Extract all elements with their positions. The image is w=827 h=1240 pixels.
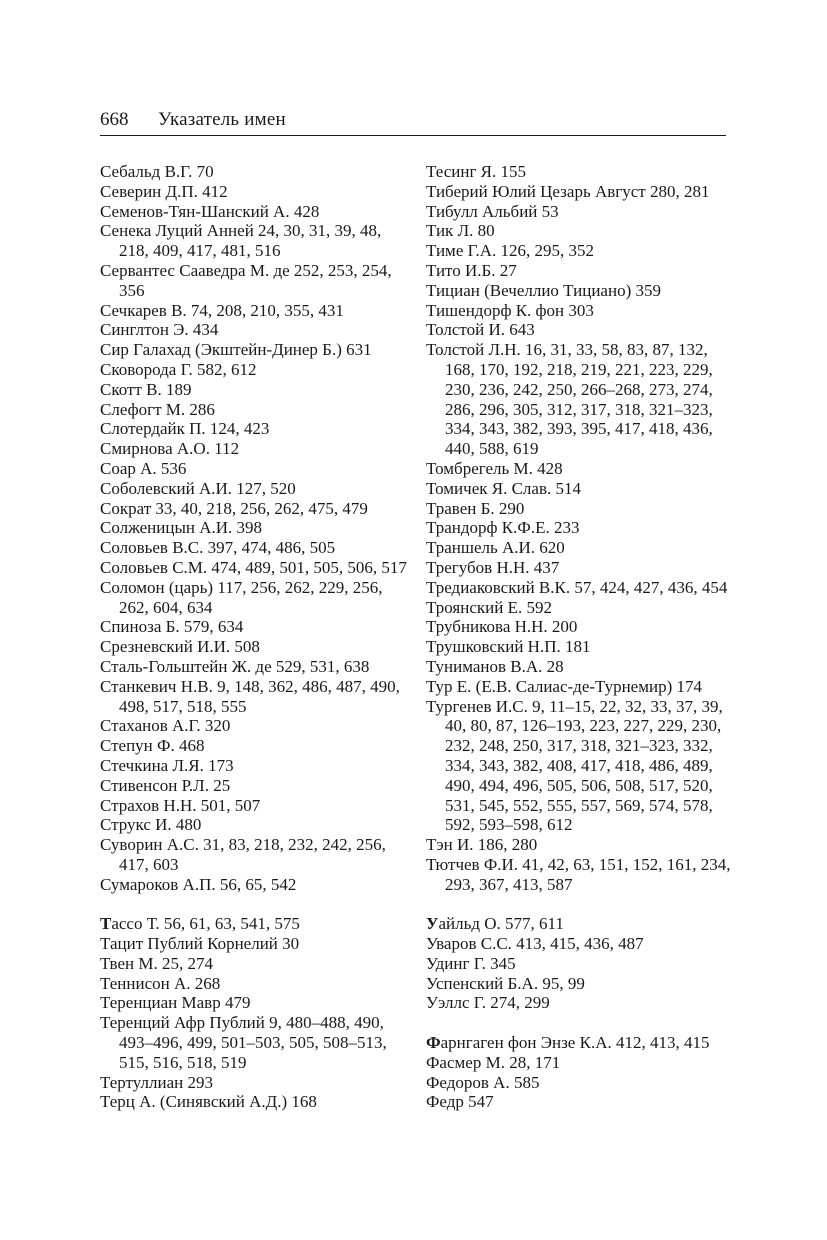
index-entry: Трандорф К.Ф.Е. 233: [426, 518, 580, 538]
index-entry: Скотт В. 189: [100, 379, 192, 399]
index-entry: Уваров С.С. 413, 415, 436, 487: [426, 934, 644, 954]
index-entry: Сократ 33, 40, 218, 256, 262, 475, 479: [100, 498, 368, 518]
index-entry: Тэн И. 186, 280: [426, 835, 538, 855]
index-group-f: [426, 1033, 731, 1112]
index-column-left: [100, 162, 415, 1112]
index-entry: Сумароков А.П. 56, 65, 542: [100, 874, 297, 894]
index-entry: Стивенсон Р.Л. 25: [100, 775, 231, 795]
group-spacer: [426, 894, 731, 914]
index-entry: Сечкарев В. 74, 208, 210, 355, 431: [100, 300, 344, 320]
index-entry: Суворин А.С. 31, 83, 218, 232, 242, 256, 417, 603: [100, 835, 386, 874]
index-entry: Срезневский И.И. 508: [100, 637, 260, 657]
entry-text: арнгаген фон Энзе К.А. 412, 413, 415: [440, 1033, 710, 1053]
index-group-t-continued: [426, 162, 731, 894]
index-entry: Спиноза Б. 579, 634: [100, 617, 244, 637]
group-spacer: [426, 1013, 731, 1033]
index-entry: Страхов Н.Н. 501, 507: [100, 795, 261, 815]
index-entry: Тибулл Альбий 53: [426, 201, 559, 221]
index-entry: Толстой Л.Н. 16, 31, 33, 58, 83, 87, 132, 168, 170, 192, 218, 219, 221, 223, 229, 230, 236, 242, 250, 266–268, 273, 274, 286, 296, 305, 312, 317, 318, 321–323, 334, 343, 382, 393, 395, 417, 418, 436, 440, 588, 619: [426, 340, 713, 459]
entry-text: ассо Т. 56, 61, 63, 541, 575: [111, 914, 300, 934]
index-entry: [426, 914, 731, 934]
index-entry: Троянский Е. 592: [426, 597, 552, 617]
index-entry: Терц А. (Синявский А.Д.) 168: [100, 1092, 317, 1112]
index-entry: Тесинг Я. 155: [426, 162, 527, 181]
index-entry: Туниманов В.А. 28: [426, 656, 564, 676]
index-entry: Трубникова Н.Н. 200: [426, 617, 578, 637]
index-group-s: [100, 162, 415, 894]
index-entry: Солженицын А.И. 398: [100, 518, 263, 538]
letter-initial: У: [426, 914, 439, 934]
index-entry: Федоров А. 585: [426, 1072, 540, 1092]
index-entry: Тициан (Вечеллио Тициано) 359: [426, 280, 661, 300]
index-group-u: [426, 914, 731, 1013]
index-entry: Слефогт М. 286: [100, 399, 215, 419]
index-entry: Слотердайк П. 124, 423: [100, 419, 270, 439]
index-entry: Тертуллиан 293: [100, 1072, 213, 1092]
running-title: Указатель имен: [158, 109, 286, 130]
index-entry: Струкс И. 480: [100, 815, 202, 835]
index-entry: Смирнова А.О. 112: [100, 439, 240, 459]
index-entry: Стаханов А.Г. 320: [100, 716, 231, 736]
index-entry: Теренций Афр Публий 9, 480–488, 490, 493–496, 499, 501–503, 505, 508–513, 515, 516, 518, 519: [100, 1013, 387, 1072]
index-entry: Тишендорф К. фон 303: [426, 300, 594, 320]
index-entry: [100, 914, 415, 934]
index-entry: Трушковский Н.П. 181: [426, 637, 591, 657]
index-entry: Фасмер М. 28, 171: [426, 1052, 561, 1072]
letter-initial: Ф: [426, 1033, 441, 1053]
index-entry: Тито И.Б. 27: [426, 260, 517, 280]
index-entry: Тютчев Ф.И. 41, 42, 63, 151, 152, 161, 234, 293, 367, 413, 587: [426, 854, 731, 894]
index-entry: Северин Д.П. 412: [100, 181, 228, 201]
header-rule: [100, 135, 726, 136]
index-column-right: [426, 162, 731, 1112]
index-entry: Траншель А.И. 620: [426, 538, 565, 558]
index-entry: Сталь-Гольштейн Ж. де 529, 531, 638: [100, 656, 370, 676]
index-entry: Томичек Я. Слав. 514: [426, 478, 581, 498]
index-entry: [426, 1033, 731, 1053]
index-entry: Станкевич Н.В. 9, 148, 362, 486, 487, 490, 498, 517, 518, 555: [100, 676, 400, 716]
index-entry: Тиберий Юлий Цезарь Август 280, 281: [426, 181, 710, 201]
index-entry: Сковорода Г. 582, 612: [100, 359, 257, 379]
index-entry: Тиме Г.А. 126, 295, 352: [426, 241, 595, 261]
index-entry: Стечкина Л.Я. 173: [100, 755, 234, 775]
index-entry: Тик Л. 80: [426, 221, 495, 241]
index-entry: Твен М. 25, 274: [100, 953, 213, 973]
group-spacer: [100, 894, 415, 914]
index-entry: Федр 547: [426, 1092, 494, 1112]
index-entry: Сервантес Сааведра М. де 252, 253, 254, 356: [100, 260, 392, 300]
index-entry: Степун Ф. 468: [100, 736, 205, 756]
index-entry: Тургенев И.С. 9, 11–15, 22, 32, 33, 37, 39, 40, 80, 87, 126–193, 223, 227, 229, 230, 232, 248, 250, 317, 318, 321–323, 332, 334, 343, 382, 408, 417, 418, 486, 489, 490, 494, 496, 505, 506, 508, 517, 520, 531, 545, 552, 555, 557, 569, 574, 578, 592, 593–598, 612: [426, 696, 723, 835]
index-entry: Тур Е. (Е.В. Салиас-де-Турнемир) 174: [426, 676, 702, 696]
index-entry: Себальд В.Г. 70: [100, 162, 214, 181]
index-entry: Трегубов Н.Н. 437: [426, 557, 560, 577]
index-entry: Сир Галахад (Экштейн-Динер Б.) 631: [100, 340, 372, 360]
index-entry: Уэллс Г. 274, 299: [426, 993, 550, 1013]
index-entry: Тредиаковский В.К. 57, 424, 427, 436, 454: [426, 577, 728, 597]
index-entry: Соловьев С.М. 474, 489, 501, 505, 506, 517: [100, 557, 407, 577]
index-entry: Теннисон А. 268: [100, 973, 221, 993]
index-entry: Семенов-Тян-Шанский А. 428: [100, 201, 320, 221]
index-entry: Успенский Б.А. 95, 99: [426, 973, 585, 993]
index-entry: Толстой И. 643: [426, 320, 535, 340]
page-number: 668: [100, 109, 129, 130]
index-entry: Тацит Публий Корнелий 30: [100, 934, 300, 954]
index-entry: Соар А. 536: [100, 458, 187, 478]
index-entry: Соболевский А.И. 127, 520: [100, 478, 296, 498]
page-header: [100, 108, 726, 132]
index-group-t: [100, 914, 415, 1112]
index-entry: Синглтон Э. 434: [100, 320, 219, 340]
index-entry: Соломон (царь) 117, 256, 262, 229, 256, 262, 604, 634: [100, 577, 383, 617]
index-entry: Травен Б. 290: [426, 498, 525, 518]
entry-text: айльд О. 577, 611: [438, 914, 564, 934]
index-entry: Сенека Луций Анней 24, 30, 31, 39, 48, 218, 409, 417, 481, 516: [100, 221, 382, 261]
index-entry: Соловьев В.С. 397, 474, 486, 505: [100, 538, 336, 558]
index-entry: Теренциан Мавр 479: [100, 993, 251, 1013]
index-entry: Удинг Г. 345: [426, 953, 516, 973]
index-entry: Томбрегель М. 428: [426, 458, 563, 478]
letter-initial: Т: [100, 914, 112, 934]
